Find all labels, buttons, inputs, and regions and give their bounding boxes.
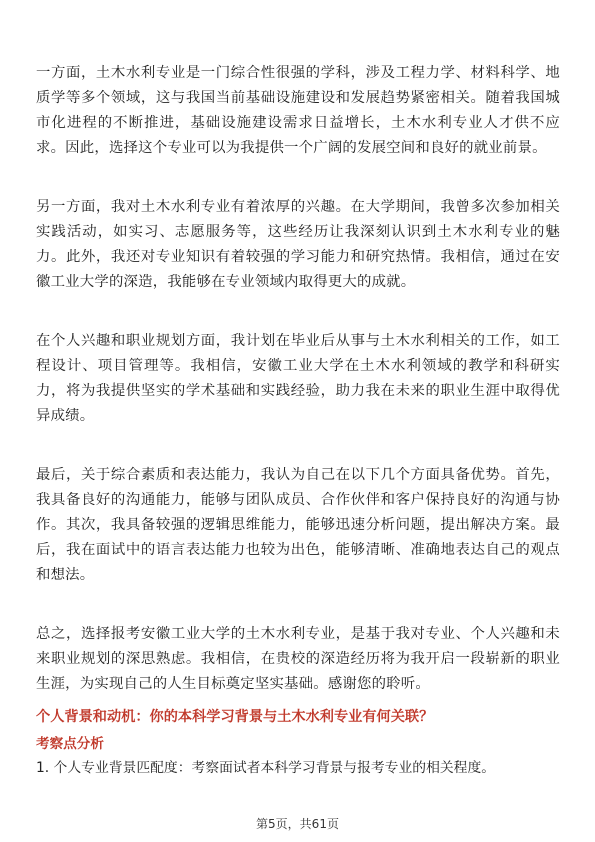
paragraph-3: 在个人兴趣和职业规划方面，我计划在毕业后从事与土木水利相关的工作，如工程设计、项目管理等。我相信，安徽工业大学在土木水利领域的教学和科研实力，将为我提供坚实的学术基础和实践经验，助力我在未来的职业生涯中取得优异成绩。 xyxy=(36,333,560,424)
paragraph-5: 总之，选择报考安徽工业大学的土木水利专业，是基于我对专业、个人兴趣和未来职业规划的深思熟虑。我相信，在贵校的深造经历将为我开启一段崭新的职业生涯，为实现自己的人生目标奠定坚实基础。感谢您的聆听。 xyxy=(36,626,560,692)
interview-question: 个人背景和动机：你的本科学习背景与土木水利专业有何关联？ xyxy=(36,709,434,725)
paragraph-4: 最后，关于综合素质和表达能力，我认为自己在以下几个方面具备优势。首先，我具备良好的沟通能力，能够与团队成员、合作伙伴和客户保持良好的沟通与协作。其次，我具备较强的逻辑思维能力，能够迅速分析问题，提出解决方案。最后，我在面试中的语言表达能力也较为出色，能够清晰、准确地表达自己的观点和想法。 xyxy=(36,467,560,583)
page-number: 第5页，共61页 xyxy=(256,817,339,831)
paragraph-2: 另一方面，我对土木水利专业有着浓厚的兴趣。在大学期间，我曾多次参加相关实践活动，如实习、志愿服务等，这些经历让我深刻认识到土木水利专业的魅力。此外，我还对专业知识有着较强的学习能力和研究热情。我相信，通过在安徽工业大学的深造，我能够在专业领域内取得更大的成就。 xyxy=(36,199,560,290)
section-heading: 考察点分析 xyxy=(36,736,104,752)
list-item: 1. 个人专业背景匹配度：考察面试者本科学习背景与报考专业的相关程度。 xyxy=(36,760,496,776)
paragraph-1: 一方面，土木水利专业是一门综合性很强的学科，涉及工程力学、材料科学、地质学等多个领域，这与我国当前基础设施建设和发展趋势紧密相关。随着我国城市化进程的不断推进，基础设施建设需求日益增长，土木水利专业人才供不应求。因此，选择这个专业可以为我提供一个广阔的发展空间和良好的就业前景。 xyxy=(36,65,560,156)
page-content xyxy=(36,61,560,779)
